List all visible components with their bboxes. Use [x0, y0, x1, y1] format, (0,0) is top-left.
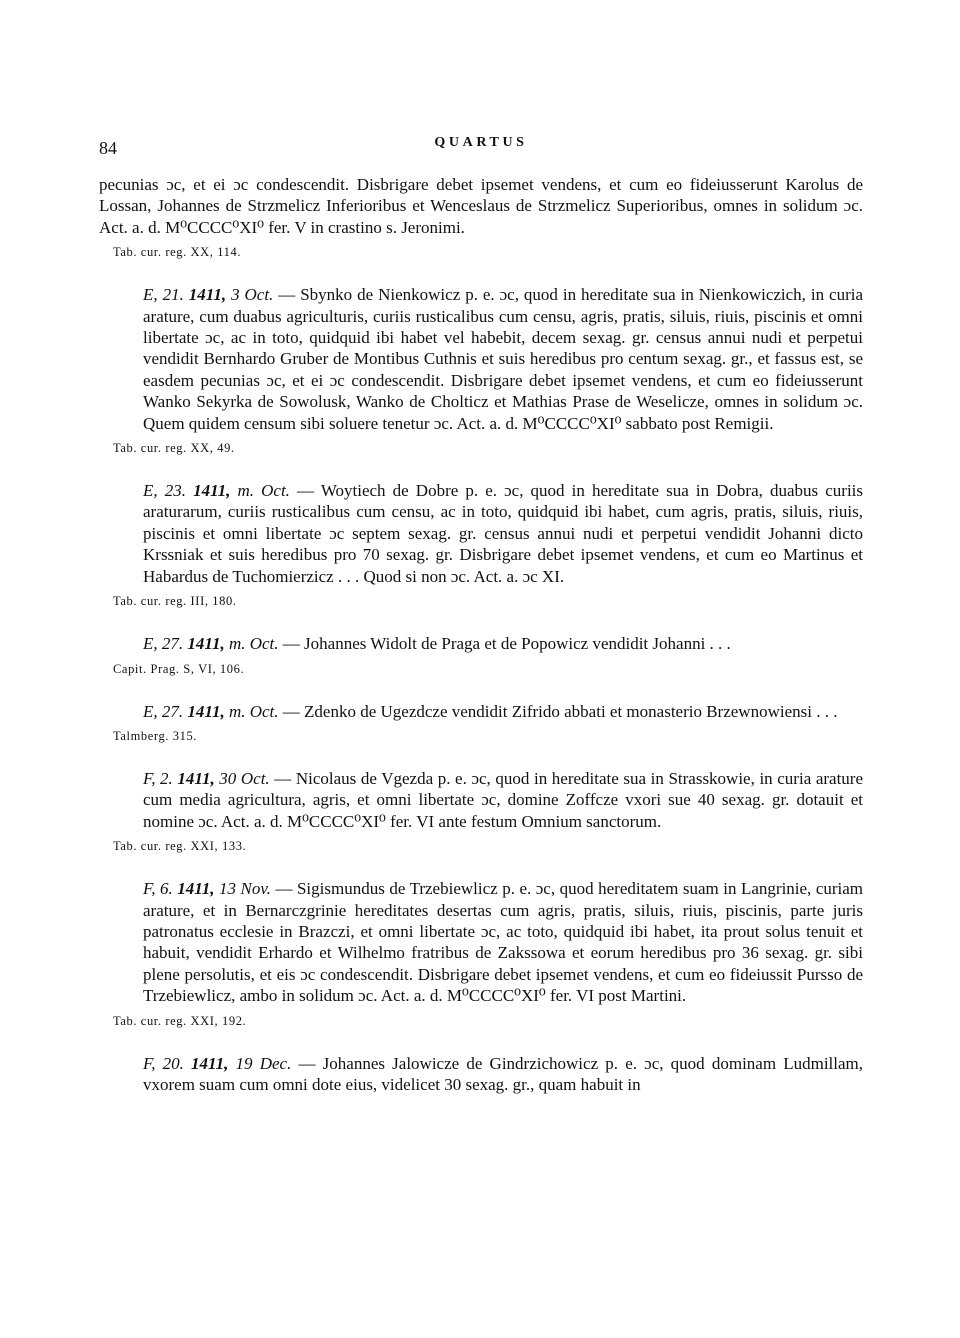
document-body	[99, 174, 863, 1095]
source-reference: Tab. cur. reg. III, 180.	[113, 594, 237, 609]
entry	[99, 1053, 863, 1096]
entry-year: 1411,	[193, 481, 231, 501]
page-number: 84	[99, 138, 117, 158]
entry-code: F, 2.	[143, 768, 173, 788]
entry-paragraph	[99, 701, 863, 722]
entry-text: — Johannes Widolt de Praga et de Popowicz vendidit Johanni . . .	[282, 634, 731, 654]
entry-code: E, 27.	[143, 701, 184, 721]
entry-day: m. Oct.	[237, 481, 290, 501]
source-reference: Tab. cur. reg. XX, 114.	[113, 245, 242, 260]
entry-code: E, 23.	[143, 481, 186, 501]
entry-year: 1411,	[177, 768, 215, 788]
entry-paragraph	[99, 1053, 863, 1096]
entry-code: E, 21.	[143, 285, 184, 305]
entry-text: — Johannes Jalowicze de Gindrzichowicz p. e. ɔc, quod dominam Ludmillam, vxorem suam cum omni dote eius, videlicet 30 sexag. gr., quam habuit in	[143, 1053, 864, 1094]
entry-code: F, 6.	[143, 879, 173, 899]
document-page	[99, 132, 863, 1095]
entry-text: — Woytiech de Dobre p. e. ɔc, quod in hereditate sua in Dobra, duabus curiis araturarum, curiis rusticalibus cum censu, ac in toto, quidquid ibi habet, cum agris, pratis, siluis, riuis, piscinis et omni libertate ɔc septem sexag. gr. census annui nudi et perpetui vendidit Johanni dicto Krssniak et suis heredibus pro 70 sexag. gr. Disbrigare debet ipsemet vendens, et cum eo Martinus et Habardus de Tuchomierzicz . . . Quod si non ɔc. Act. a. ɔc XI.	[143, 481, 864, 586]
entry-day: 13 Nov.	[219, 879, 271, 899]
entry-text: — Sbynko de Nienkowicz p. e. ɔc, quod in hereditate sua in Nienkowiczich, in curia arature, cum duabus agriculturis, curiis rusticalibus cum censu, agris, pratis, siluis, riuis, piscinis et omni libertate ɔc, ac in toto, quidquid ibi habet vel habebit, decem sexag. gr. census annui nudi et perpetui vendidit Bernhardo Gruber de Montibus Cuthnis et suis heredibus pro centum sexag. gr., et fassus est, se easdem pecunias ɔc, et ei ɔc condescendit. Disbrigare debet ipsemet vendens, et cum eo fideiusserunt Wanko Sekyrka de Sowolusk, Wanko de Cholticz et Mathias Prase de Weselicze, omnes in solidum ɔc. Quem quidem censum sibi soluere tenetur ɔc. Act. a. d. M⁰CCCC⁰XI⁰ sabbato post Remigii.	[143, 285, 864, 433]
entry-day: 30 Oct.	[219, 768, 270, 788]
source-reference: Tab. cur. reg. XX, 49.	[113, 441, 235, 456]
entry-day: 3 Oct.	[231, 285, 274, 305]
entry-paragraph	[99, 633, 863, 654]
continuation-entry	[99, 174, 863, 261]
entry	[99, 768, 863, 855]
entry-year: 1411,	[187, 701, 225, 721]
running-title: QUARTUS	[434, 135, 528, 150]
entry-paragraph	[99, 480, 863, 587]
entry-paragraph	[99, 768, 863, 832]
entry-code: E, 27.	[143, 634, 184, 654]
entry-day: m. Oct.	[228, 701, 279, 721]
entry-text: — Nicolaus de Vgezda p. e. ɔc, quod in hereditate sua in Strasskowie, in curia arature cum media agricultura, agris, et omni libertate ɔc, domine Zoffcze vxori sue 40 sexag. gr. dotauit et nomine ɔc. Act. a. d. M⁰CCCC⁰XI⁰ fer. VI ante festum Omnium sanctorum.	[143, 768, 864, 831]
entry-year: 1411,	[191, 1053, 229, 1073]
entry	[99, 633, 863, 677]
entry-day: 19 Dec.	[235, 1053, 292, 1073]
entry-code: F, 20.	[143, 1053, 184, 1073]
entry-year: 1411,	[177, 879, 215, 899]
entry-year: 1411,	[187, 634, 225, 654]
entry	[99, 701, 863, 745]
entry	[99, 284, 863, 457]
entry-paragraph	[99, 878, 863, 1006]
source-reference: Tab. cur. reg. XXI, 192.	[113, 1013, 247, 1028]
entry-text: — Sigismundus de Trzebiewlicz p. e. ɔc, quod hereditatem suam in Langrinie, curiam arature, et in Bernarczgrinie hereditates desertas cum agris, pratis, siluis, riuis, piscinis, parte juris patronatus ecclesie in Brazczi, et omni libertate ɔc, ac toto, quidquid ibi habet, ita prout solus tenuit et habuit, vendidit Erhardo et Wilhelmo fratribus de Zakssowa et eorum heredibus pro 36 sexag. gr. sibi plene persolutis, et eis ɔc condescendit. Disbrigare debet ipsemet vendens, et cum eo fideiussit Pursso de Trzebiewlicz, ambo in solidum ɔc. Act. a. d. M⁰CCCC⁰XI⁰ fer. VI post Martini.	[143, 879, 864, 1006]
source-reference: Tab. cur. reg. XXI, 133.	[113, 839, 247, 854]
entry-text: — Zdenko de Ugezdcze vendidit Zifrido abbati et monasterio Brzewnowiensi . . .	[282, 701, 838, 721]
entry-year: 1411,	[188, 285, 227, 305]
source-reference: Capit. Prag. S, VI, 106.	[113, 661, 245, 676]
source-reference: Talmberg. 315.	[113, 728, 198, 743]
entry	[99, 878, 863, 1029]
entry-text: pecunias ɔc, et ei ɔc condescendit. Disbrigare debet ipsemet vendens, et cum eo fideiusserunt Karolus de Lossan, Johannes de Strzmelicz Inferioribus et Wenceslaus de Strzmelicz Superioribus, omnes in solidum ɔc. Act. a. d. M⁰CCCC⁰XI⁰ fer. V in crastino s. Jeronimi.	[99, 175, 863, 237]
entry-day: m. Oct.	[228, 634, 279, 654]
entry	[99, 480, 863, 610]
page-header	[99, 132, 863, 162]
entry-paragraph	[99, 284, 863, 434]
